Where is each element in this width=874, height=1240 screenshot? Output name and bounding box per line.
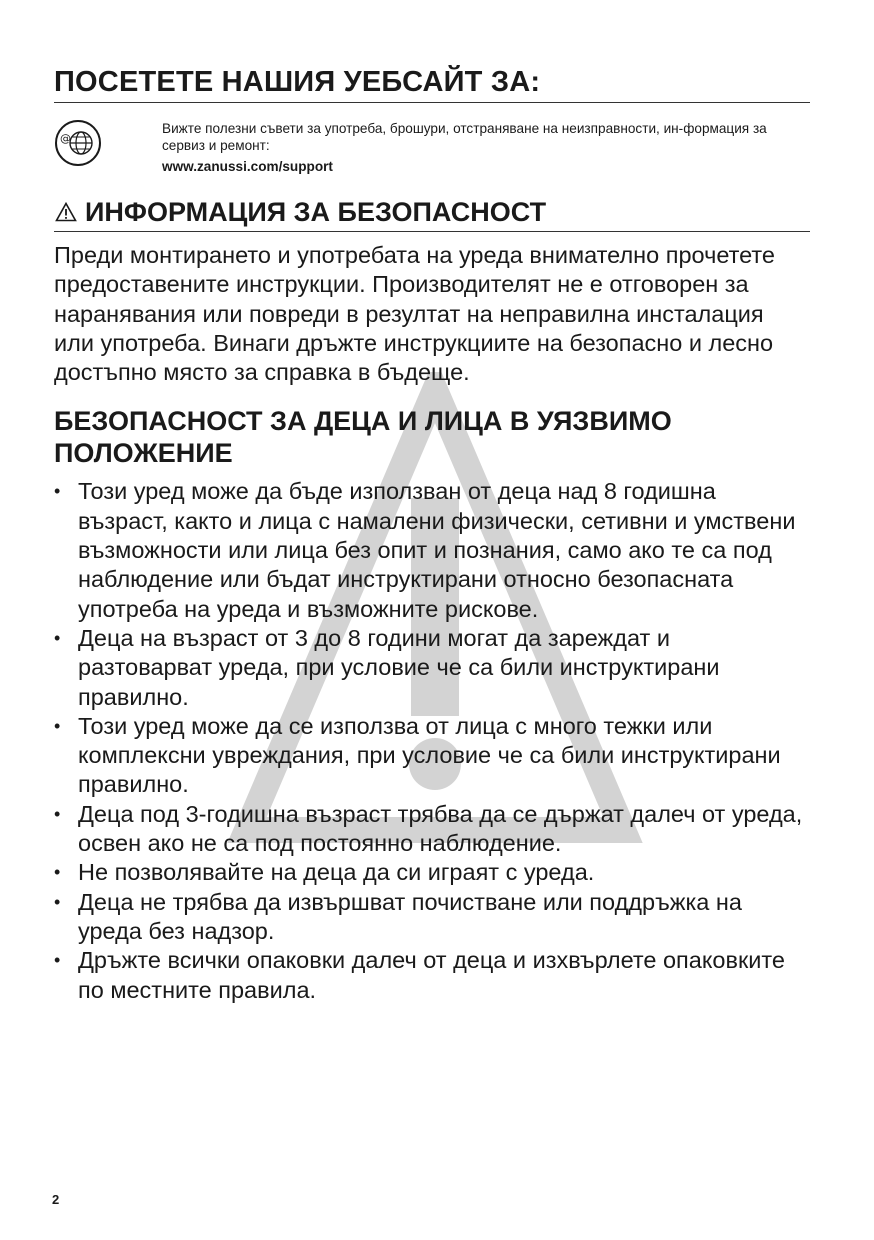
warning-triangle-icon: [55, 202, 77, 222]
list-item: • Дръжте всички опаковки далеч от деца и изхвърлете опаковките по местните правила.: [54, 947, 785, 1003]
list-item: • Не позволявайте на деца да си играят с уреда.: [54, 858, 810, 887]
svg-text:@: @: [60, 132, 71, 145]
bullet-icon: •: [54, 627, 61, 648]
page-number: 2: [52, 1192, 60, 1207]
list-item: • Този уред може да се използва от лица с много тежки или комплексни увреждания, при условие че са били инструктирани правилно.: [54, 712, 781, 798]
website-info-row: [54, 115, 810, 185]
list-item: • Деца на възраст от 3 до 8 години могат да зареждат и разтоварват уреда, при условие че са били инструктирани правилно.: [54, 624, 720, 710]
bullet-icon: •: [54, 803, 61, 824]
website-url-link[interactable]: www.zanussi.com/support: [162, 159, 333, 174]
bullet-icon: •: [54, 891, 61, 912]
bullet-icon: •: [54, 715, 61, 736]
children-safety-list: [54, 477, 810, 1004]
safety-title-text: ИНФОРМАЦИЯ ЗА БЕЗОПАСНОСТ: [85, 197, 547, 227]
list-item: • Деца под 3-годишна възраст трябва да се държат далеч от уреда, освен ако не са под постоянно наблюдение.: [54, 800, 803, 857]
bullet-icon: •: [54, 950, 61, 971]
bullet-icon: •: [54, 862, 61, 883]
list-item: • Този уред може да бъде използван от деца над 8 годишна възраст, както и лица с намалени физически, сетивни и умствени възможности или лица без опит и познания, само ако те са под наблюдение или бъдат инструктирани относно безопасната употреба на уреда и възможните рискове.: [54, 478, 796, 622]
website-section-title: ПОСЕТЕТЕ НАШИЯ УЕБСАЙТ ЗА:: [54, 62, 810, 103]
safety-intro-paragraph: Преди монтирането и употребата на уреда внимателно прочетете предоставените инструкции. Производителят не е отговорен за наранявания или повреди в резултат на неправилна инсталация или употреба. Винаги дръжте инструкциите на безопасно и лесно достъпно място за справка в бъдеще.: [54, 242, 775, 386]
list-item: • Деца не трябва да извършват почистване или поддръжка на уреда без надзор.: [54, 888, 742, 944]
website-description-block: [162, 120, 810, 175]
content-column: [54, 62, 810, 1005]
globe-at-icon: [54, 119, 102, 167]
bullet-icon: •: [54, 481, 61, 502]
website-description: Вижте полезни съвети за употреба, брошури, отстраняване на неизправности, ин-формация за сервиз и ремонт:: [162, 121, 767, 153]
children-safety-title: БЕЗОПАСНОСТ ЗА ДЕЦА И ЛИЦА В УЯЗВИМО ПОЛОЖЕНИЕ: [54, 406, 672, 469]
safety-section-title: [54, 193, 810, 232]
